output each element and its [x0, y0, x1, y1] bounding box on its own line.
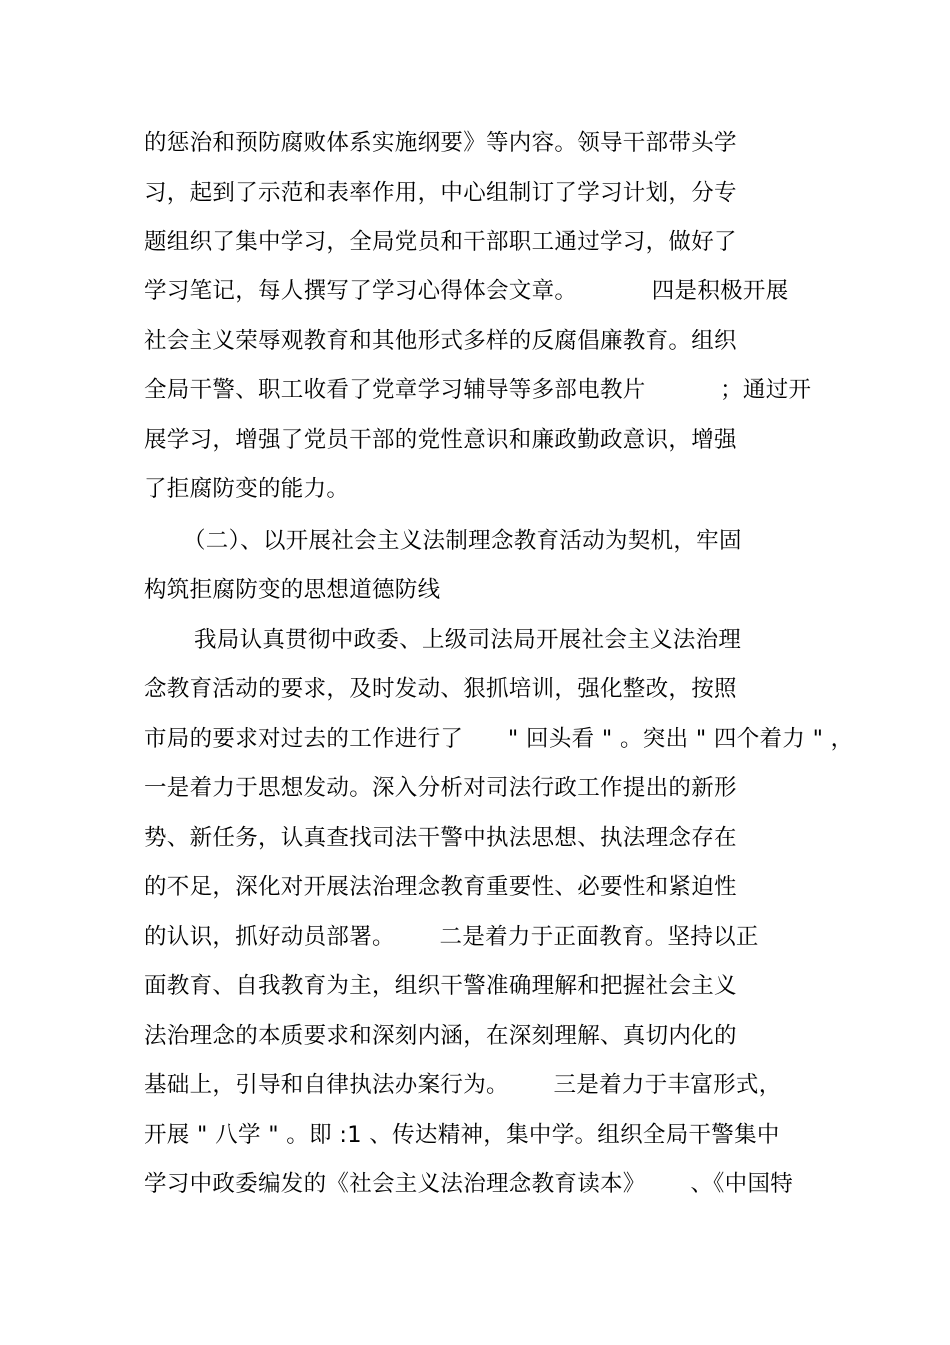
body-text-line: 基础上，引导和自律执法办案行为。 三是着力于丰富形式， — [144, 1072, 782, 1098]
body-text-line: 题组织了集中学习，全局党员和干部职工通过学习，做好了 — [144, 229, 737, 255]
body-text-line: 学习中政委编发的《社会主义法治理念教育读本》 、《中国特 — [144, 1171, 794, 1197]
body-text-line: 念教育活动的要求，及时发动、狠抓培训，强化整改，按照 — [144, 676, 737, 702]
body-text-line: 习，起到了示范和表率作用，中心组制订了学习计划，分专 — [144, 180, 737, 206]
body-text-line: 我局认真贯彻中政委、上级司法局开展社会主义法治理 — [194, 627, 742, 653]
body-text-line: 法治理念的本质要求和深刻内涵，在深刻理解、真切内化的 — [144, 1023, 737, 1049]
body-text-line: 的不足，深化对开展法治理念教育重要性、必要性和紧迫性 — [144, 874, 737, 900]
body-text-line: 开展 " 八学 " 。即 :1 、传达精神，集中学。组织全局干警集中 — [144, 1122, 780, 1148]
body-text-line: 面教育、自我教育为主，组织干警准确理解和把握社会主义 — [144, 973, 737, 999]
body-text-line: 社会主义荣辱观教育和其他形式多样的反腐倡廉教育。组织 — [144, 328, 737, 354]
body-text-line: 学习笔记，每人撰写了学习心得体会文章。 四是积极开展 — [144, 278, 789, 304]
body-text-line: 了拒腐防变的能力。 — [144, 476, 350, 502]
body-text-line: 的认识，抓好动员部署。 二是着力于正面教育。坚持以正 — [144, 924, 759, 950]
body-text-line: 全局干警、职工收看了党章学习辅导等多部电教片 ；通过开 — [144, 377, 812, 403]
body-text-line: 一是着力于思想发动。深入分析对司法行政工作提出的新形 — [144, 775, 737, 801]
body-text-line: 展学习，增强了党员干部的党性意识和廉政勤政意识，增强 — [144, 427, 737, 453]
body-text-line: 势、新任务，认真查找司法干警中执法思想、执法理念存在 — [144, 825, 737, 851]
section-heading-continued: 构筑拒腐防变的思想道德防线 — [144, 577, 441, 603]
section-heading: （二）、以开展社会主义法制理念教育活动为契机，牢固 — [183, 528, 742, 554]
body-text-line: 的惩治和预防腐败体系实施纲要》等内容。领导干部带头学 — [144, 130, 737, 156]
body-text-line: 市局的要求对过去的工作进行了 " 回头看 " 。突出 " 四个着力 " ， — [144, 726, 854, 752]
